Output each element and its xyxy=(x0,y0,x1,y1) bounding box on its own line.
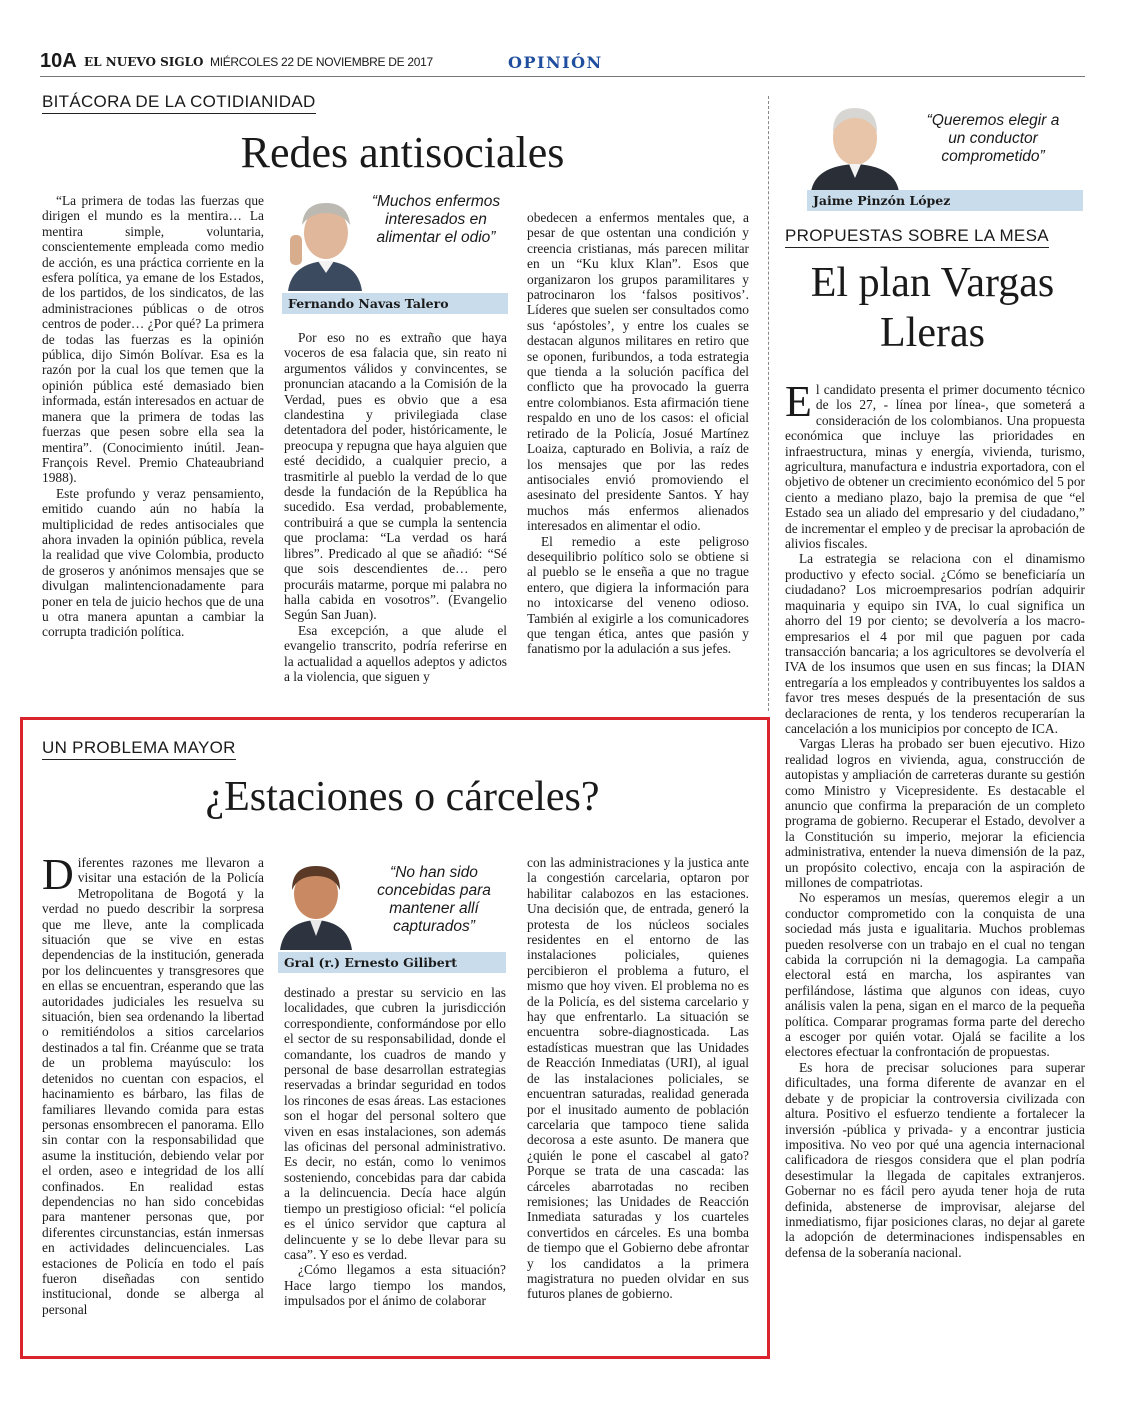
article3-paragraph: No esperamos un mesías, queremos elegir a un conductor comprometido con la conquista de una sociedad más justa e igualitaria. Muchos problemas pueden resolverse con un trabajo en el cual no tengan cabida la corrupción ni la demagogia. La campaña electoral está en marcha, los aspirantes van perfilándose, lástima que algunos con ideas, cuyo análisis valen la pena, sigan en el marco de la pequeña política. Comparar programas forma parte del derecho a escoger por quién votar. Ojalá se facilite a los electores efectuar la confrontación de propuestas. xyxy=(785,890,1085,1060)
article2-column-2 xyxy=(284,985,506,1309)
author-name-bar: Gral (r.) Ernesto Gilibert xyxy=(278,952,506,973)
column-divider xyxy=(768,96,769,711)
issue-date: MIÉRCOLES 22 DE NOVIEMBRE DE 2017 xyxy=(210,55,433,69)
article1-column-2 xyxy=(284,330,507,684)
article2-paragraph xyxy=(42,850,264,1317)
article1-paragraph: “La primera de todas las fuerzas que dirigen el mundo es la mentira… La mentira simple, voluntaria, conscientemente empleada como medio de acción, es una práctica corriente en la esfera política, ya emane de los Estados, de los partidos, de los sindicatos, de las administraciones públicas o de otros centros de poder… ¿Por qué? La primera de todas las fuerzas es la opinión pública, dijo Simón Bolívar. Esa es la razón por la cual los que temen que la opinión pública esté demasiado bien informada, están interesados en actuar de manera que la primera de todas las fuerzas que pesen sobre ella sea la mentira”. (Conocimiento inútil. Jean-François Revel. Premio Chateaubriand 1988). xyxy=(42,193,264,486)
article1-paragraph: Por eso no es extraño que haya voceros de esa falacia que, sin reato ni argumentos válidos y convincentes, se pronuncian atacando a la Comisión de la Verdad, pues es obvio que a esa clandestina y privilegiada clase detentadora del poder, históricamente, le preocupa y repugna que haya alguien que esté decidido, a cualquier precio, a trasmitirle al pueblo la verdad de lo que desde la fundación de la República ha sucedido. Esa verdad, probablemente, contribuirá a que se cumpla la sentencia que proclama: “La verdad os hará libres”. Predicado al que se añadió: “Sé que sois descendientes de… pero procuráis matarme, porque mi palabra no halla cabida en vosotros”. (Evangelio Según San Juan). xyxy=(284,330,507,623)
article1-column-1 xyxy=(42,193,264,640)
article3-paragraph: Vargas Lleras ha probado ser buen ejecutivo. Hizo realidad logros en vivienda, agua, construcción de autopistas y ampliación de carreteras durante su gestión como Ministro y Vicepresidente. Es destacable el anuncio que confirma la preparación de un completo programa de gobierno. Recuperar el Estado, devolver a la Constitución su imperio, mejorar la eficiencia administrativa, entender la nueva dimensión de la paz, un propósito colectivo, encaja con la aspiración de millones de compatriotas. xyxy=(785,736,1085,890)
article1-paragraph: obedecen a enfermos mentales que, a pesar de que ostentan una condición y creencia cristianas, más parecen militar en un “Ku klux Klan”. Esos que organizaron los grupos paramilitares y patrocinaron los ‘falsos positivos’. Líderes que suelen ser consultados como sus ‘apóstoles’, y entre los cuales se destacan algunos militares en retiro que se oponen, furibundos, a toda estrategia que tienda a la solución pacífica del conflicto que ha provocado la guerra entre colombianos. Esta afirmación tiene respaldo en uno de los casos: el oficial retirado de la Policía, Josué Martínez Loaiza, capturado en Bolivia, a raíz de los mensajes que por las redes antisociales envió promoviendo el asesinato del presidente Santos. Y hay muchos más enfermos alienados interesados en alimentar el odio. xyxy=(527,210,749,534)
section-label-problema: UN PROBLEMA MAYOR xyxy=(42,738,236,760)
author-box-pinzon xyxy=(807,98,1087,210)
author-photo xyxy=(807,98,903,192)
article3-paragraph: Es hora de precisar soluciones para superar dificultades, una forma diferente de avanzar en el debate y de propiciar la controversia civilizada con altura. Positivo el esfuerzo tendiente a fortalecer la inversión -pública y privada- y a encontrar justicia impositiva. No veo por qué una agencia internacional calificadora de riesgos considera que el plan podría desestimular la llegada de capitales extranjeros. Gobernar no es fácil pero ayuda tener hoja de ruta definida, abstenerse de improvisar, alejarse del inmediatismo, fijar posiciones claras, no dejar al garete la adopción de determinaciones indispensables en defensa de la soberanía nacional. xyxy=(785,1059,1085,1260)
article2-paragraph: con las administraciones y la justica ante la congestión carcelaria, optaron por habilitar calabozos en las estaciones. Una decisión que, de entrada, generó la protesta de los núcleos sociales residentes en el entorno de las instalaciones policiales, quienes percibieron el problema a futuro, el mismo que hoy viven. El problema no es de la Policía, es del sistema carcelario y hay que enfrentarlo. La situación se encuentra sobre-diagnosticada. Las estadísticas muestran que las Unidades de Reacción Inmediatas (URI), al igual de las instalaciones policiales, se encuentran saturadas, realidad generada por el inusitado aumento de población carcelaria que tampoco tiene salida decorosa a este asunto. De manera que ¿quién le pone el cascabel al gato? Porque se trata de una cascada: las cárceles abarrotadas no reciben remisiones; las Unidades de Reacción Inmediata saturadas y los cuarteles convertidos en cárceles. Es una bomba de tiempo que el Gobierno debe afrontar y los candidatos a la primera magistratura no pueden olvidar en sus futuros planes de gobierno. xyxy=(527,855,749,1302)
article-title-plan xyxy=(780,258,1085,358)
article3-column xyxy=(785,377,1085,1260)
article-title-estaciones: ¿Estaciones o cárceles? xyxy=(205,774,600,820)
author-box-gilibert xyxy=(278,856,508,974)
author-name-bar: Fernando Navas Talero xyxy=(282,293,508,314)
article3-paragraph: La estrategia se relaciona con el dinamismo productivo y efecto social. ¿Cómo se beneficiaría un ciudadano? Los microempresarios podrían adquirir maquinaria y equipo sin IVA, lo cual significa un ahorro del 19 por ciento; se devolvería a los macro-empresarios el 4 por mil que paguen por cada transacción bancaria; a los agricultores se devolvería el IVA de los insumos que usen en sus fincas; la DIAN entregaría a los empleados y contribuyentes los saldos a favor tres meses después de la presentación de sus declaraciones de renta, y los tenderos recuperarían la cancelación a los municipios por concepto de ICA. xyxy=(785,551,1085,736)
drop-cap: D xyxy=(42,850,74,899)
pull-quote: “Muchos enfermos interesados en alimentar el odio” xyxy=(371,193,501,246)
section-label-bitacora: BITÁCORA DE LA COTIDIANIDAD xyxy=(42,92,316,114)
article2-text: iferentes razones me llevaron a visitar una estación de la Policía Metropolitana de Bogotá y la verdad no puedo describir la sorpresa que me lleve, ante la complicada situación que se vive en estas dependencias de la institución, generada por los delincuentes y transgresores que en ellas se encuentran, esperando que las autoridades judiciales les resuelva su situación, bien sea ordenando la libertad o remitiéndolos a sitios carcelarios destinados a tal fin. Créanme que se trata de un problema mayúsculo: los detenidos no cuentan con espacios, el hacinamiento es bárbaro, las filas de familiares llevando comida para estas personas ensombrecen el panorama. Ello sin contar con la responsabilidad que asume la institución, debiendo velar por el orden, aseo e integridad de los allí confinados. En realidad estas dependencias no han sido concebidas para mantener personas que, por diferentes circunstancias, están inmersas en actividades delincuenciales. Las estaciones de Policía en todo el país fueron diseñadas con sentido institucional, donde se alberga al personal xyxy=(42,855,264,1317)
section-name: OPINIÓN xyxy=(508,53,603,72)
pull-quote: “No han sido concebidas para mantener allí capturados” xyxy=(377,864,491,935)
article2-paragraph: ¿Cómo llegamos a esta situación? Hace largo tiempo los mandos, impulsados por el ánimo de colaborar xyxy=(284,1262,506,1309)
author-photo xyxy=(282,195,364,291)
author-name-bar: Jaime Pinzón López xyxy=(807,190,1083,211)
page-number: 10A xyxy=(40,50,77,72)
section-label-propuestas: PROPUESTAS SOBRE LA MESA xyxy=(785,226,1049,248)
title-line: El plan Vargas xyxy=(810,260,1055,306)
article-title-redes: Redes antisociales xyxy=(240,128,565,177)
article3-text: l candidato presenta el primer documento técnico de los 27, - línea por línea-, que someterá a consideración de los colombianos. Una propuesta económica que incluye las prioridades en infraestructura, minas y energía, vivienda, turismo, agricultura, manufactura e industria exportadora, con el objetivo de obtener un crecimiento económico del 5 por ciento a mediano plazo, bajo la premisa de que “el Estado sea un aliado del empresario y del ciudadano,” de incrementar el empleo y de precisar la aprobación de alivios fiscales. xyxy=(785,382,1085,552)
article1-paragraph: El remedio a este peligroso desequilibrio político solo se obtiene si al pueblo se le enseña a que no trague entero, que digiera la información para no intoxicarse del veneno odioso. También al exigirle a los comunicadores que tengan ética, antes que pasión y fanatismo por la adulación a sus jefes. xyxy=(527,533,749,657)
article3-paragraph xyxy=(785,377,1085,552)
drop-cap: E xyxy=(785,377,812,426)
pull-quote: “Queremos elegir a un conductor comprometido” xyxy=(926,112,1060,165)
article1-paragraph: Este profundo y veraz pensamiento, emitido cuando aún no había la multiplicidad de redes antisociales que ahora invaden la opinión pública, revela la realidad que vive Colombia, producto de groseros y anónimos mensajes que se divulgan malintencionadamente para poner en tela de juicio hechos que de una u otra manera apuntan a cambiar la corrupta tradición política. xyxy=(42,485,264,640)
article1-paragraph: Esa excepción, a que alude el evangelio transcrito, podría referirse en la actualidad a aquellos adeptos y adictos a la violencia, que siguen y xyxy=(284,622,507,684)
article2-column-1 xyxy=(42,850,264,1317)
article2-column-3 xyxy=(527,855,749,1302)
title-line: Lleras xyxy=(880,310,985,356)
article2-paragraph: destinado a prestar su servicio en las localidades, que cubren la jurisdicción correspondiente, conformándose por ello el sector de su responsabilidad, donde el comandante, los cuadros de mando y personal de base desarrollan estrategias reservadas a brindar seguridad en todos los rincones de esas áreas. Las estaciones son el hogar del personal soltero que viven en esas instalaciones, son además las oficinas del personal administrativo. Es decir, no están, como lo venimos sosteniendo, concebidas para dar cabida a la delincuencia. Decía hace algún tiempo un prestigioso oficial: “el policía es el único servidor que captura al delincuente y se lo debe llevar para su casa”. Y eso es verdad. xyxy=(284,985,506,1262)
author-photo xyxy=(278,856,354,950)
author-box-navas xyxy=(282,193,510,317)
article1-column-3 xyxy=(527,210,749,657)
paper-name: EL NUEVO SIGLO xyxy=(84,55,204,69)
page-header xyxy=(40,48,1085,77)
